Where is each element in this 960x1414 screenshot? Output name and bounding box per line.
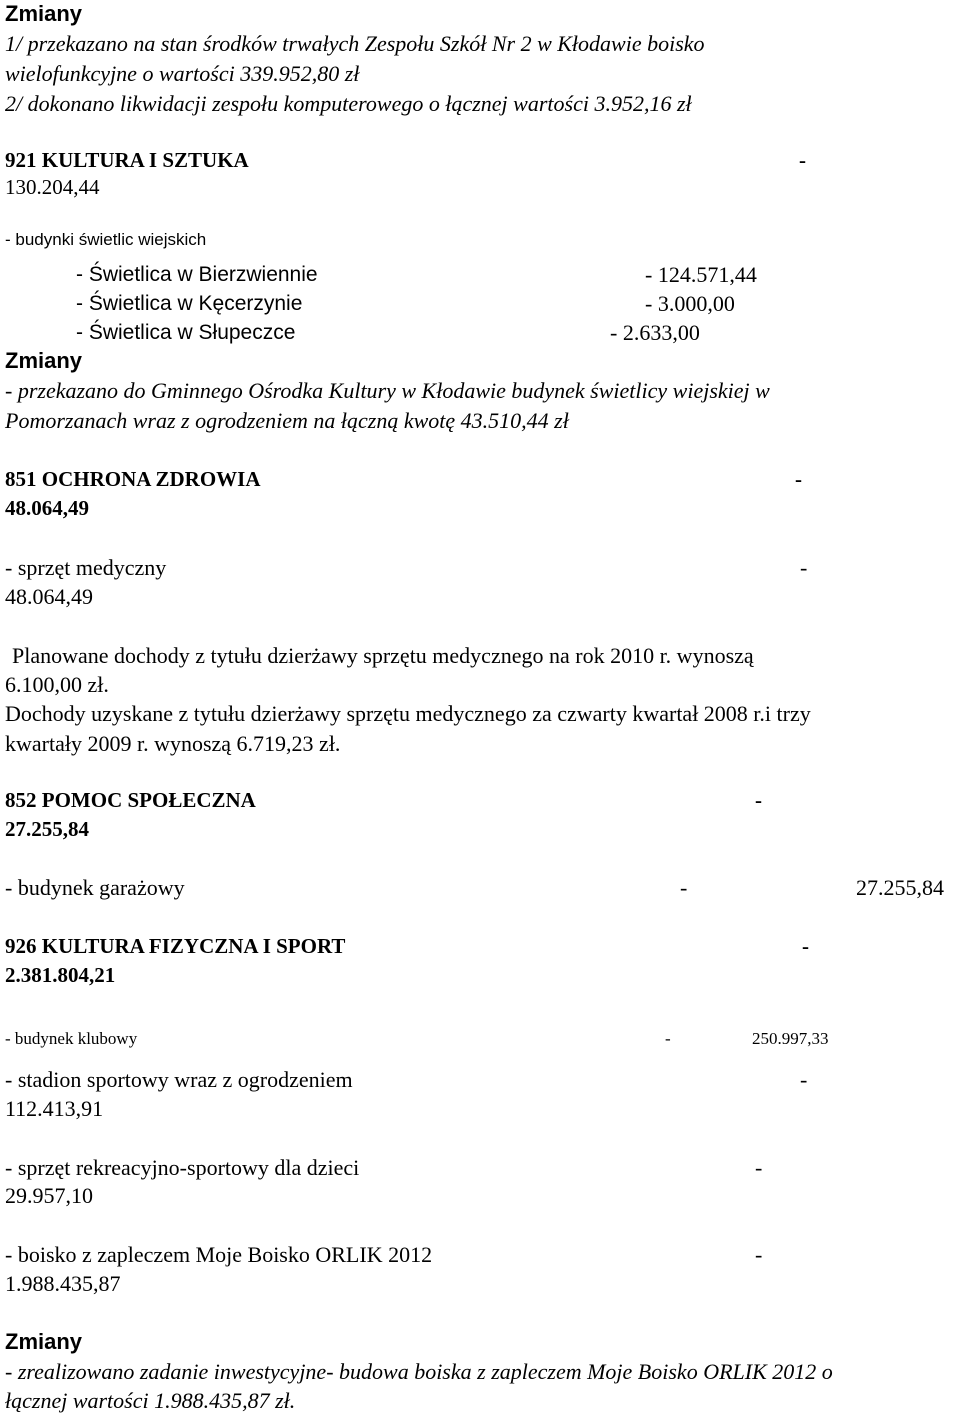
paragraph-line: łącznej wartości 1.988.435,87 zł. [5, 1388, 296, 1413]
paragraph-line: wielofunkcyjne o wartości 339.952,80 zł [5, 61, 360, 86]
section-title-852: 852 POMOC SPOŁECZNA [5, 788, 256, 812]
list-item-value: 112.413,91 [5, 1096, 104, 1121]
list-item-name: - sprzęt medyczny [5, 555, 167, 580]
list-item-dash: - [680, 875, 688, 900]
paragraph-line: - zrealizowano zadanie inwestycyjne- budowa boiska z zapleczem Moje Boisko ORLIK 2012 o [5, 1359, 833, 1384]
list-item-name: - Świetlica w Bierzwiennie [76, 263, 318, 286]
section-title-851: 851 OCHRONA ZDROWIA [5, 467, 261, 491]
list-item-value: 250.997,33 [752, 1029, 829, 1048]
list-item-value: 48.064,49 [5, 584, 93, 609]
changes-heading: Zmiany [5, 1, 83, 26]
list-item-name: - Świetlica w Kęcerzynie [76, 292, 303, 315]
paragraph-line: - przekazano do Gminnego Ośrodka Kultury w Kłodawie budynek świetlicy wiejskiej w [5, 378, 770, 403]
paragraph-line: Dochody uzyskane z tytułu dzierżawy sprzętu medycznego za czwarty kwartał 2008 r.i trzy [5, 701, 811, 726]
list-item-value: 29.957,10 [5, 1183, 93, 1208]
paragraph-line: 2/ dokonano likwidacji zespołu komputerowego o łącznej wartości 3.952,16 zł [5, 91, 692, 116]
section-dash: - [799, 148, 806, 172]
changes-heading: Zmiany [5, 1329, 83, 1354]
list-item-name: - budynek garażowy [5, 875, 185, 900]
paragraph-line: kwartały 2009 r. wynoszą 6.719,23 zł. [5, 731, 341, 756]
list-item-name: - Świetlica w Słupeczce [76, 321, 296, 344]
list-item-name: - boisko z zapleczem Moje Boisko ORLIK 2012 [5, 1242, 433, 1267]
section-amount-851: 48.064,49 [5, 496, 89, 520]
list-item-dash: - [755, 1242, 763, 1267]
paragraph-line: Planowane dochody z tytułu dzierżawy sprzętu medycznego na rok 2010 r. wynoszą [12, 643, 754, 668]
list-item-dash: - [665, 1029, 671, 1048]
list-item-name: - budynek klubowy [5, 1029, 138, 1048]
section-amount-921: 130.204,44 [5, 175, 100, 199]
section-amount-926: 2.381.804,21 [5, 963, 116, 987]
section-dash: - [795, 467, 802, 491]
list-item-value: - 124.571,44 [645, 262, 757, 287]
section-title-921: 921 KULTURA I SZTUKA [5, 148, 249, 172]
list-item-value: 1.988.435,87 [5, 1271, 121, 1296]
list-item-dash: - [755, 1155, 763, 1180]
list-item-name: - stadion sportowy wraz z ogrodzeniem [5, 1067, 353, 1092]
list-item-value: 27.255,84 [856, 875, 944, 900]
section-title-926: 926 KULTURA FIZYCZNA I SPORT [5, 934, 346, 958]
paragraph-line: Pomorzanach wraz z ogrodzeniem na łączną kwotę 43.510,44 zł [5, 408, 569, 433]
list-item-value: - 2.633,00 [610, 320, 700, 345]
paragraph-line: 6.100,00 zł. [5, 672, 109, 697]
section-dash: - [802, 934, 809, 958]
section-subheading: - budynki świetlic wiejskich [5, 230, 207, 249]
section-dash: - [755, 788, 762, 812]
list-item-name: - sprzęt rekreacyjno-sportowy dla dzieci [5, 1155, 360, 1180]
list-item-dash: - [800, 555, 808, 580]
list-item-dash: - [800, 1067, 808, 1092]
changes-heading: Zmiany [5, 348, 83, 373]
paragraph-line: 1/ przekazano na stan środków trwałych Zespołu Szkół Nr 2 w Kłodawie boisko [5, 31, 705, 56]
list-item-value: - 3.000,00 [645, 291, 735, 316]
section-amount-852: 27.255,84 [5, 817, 89, 841]
